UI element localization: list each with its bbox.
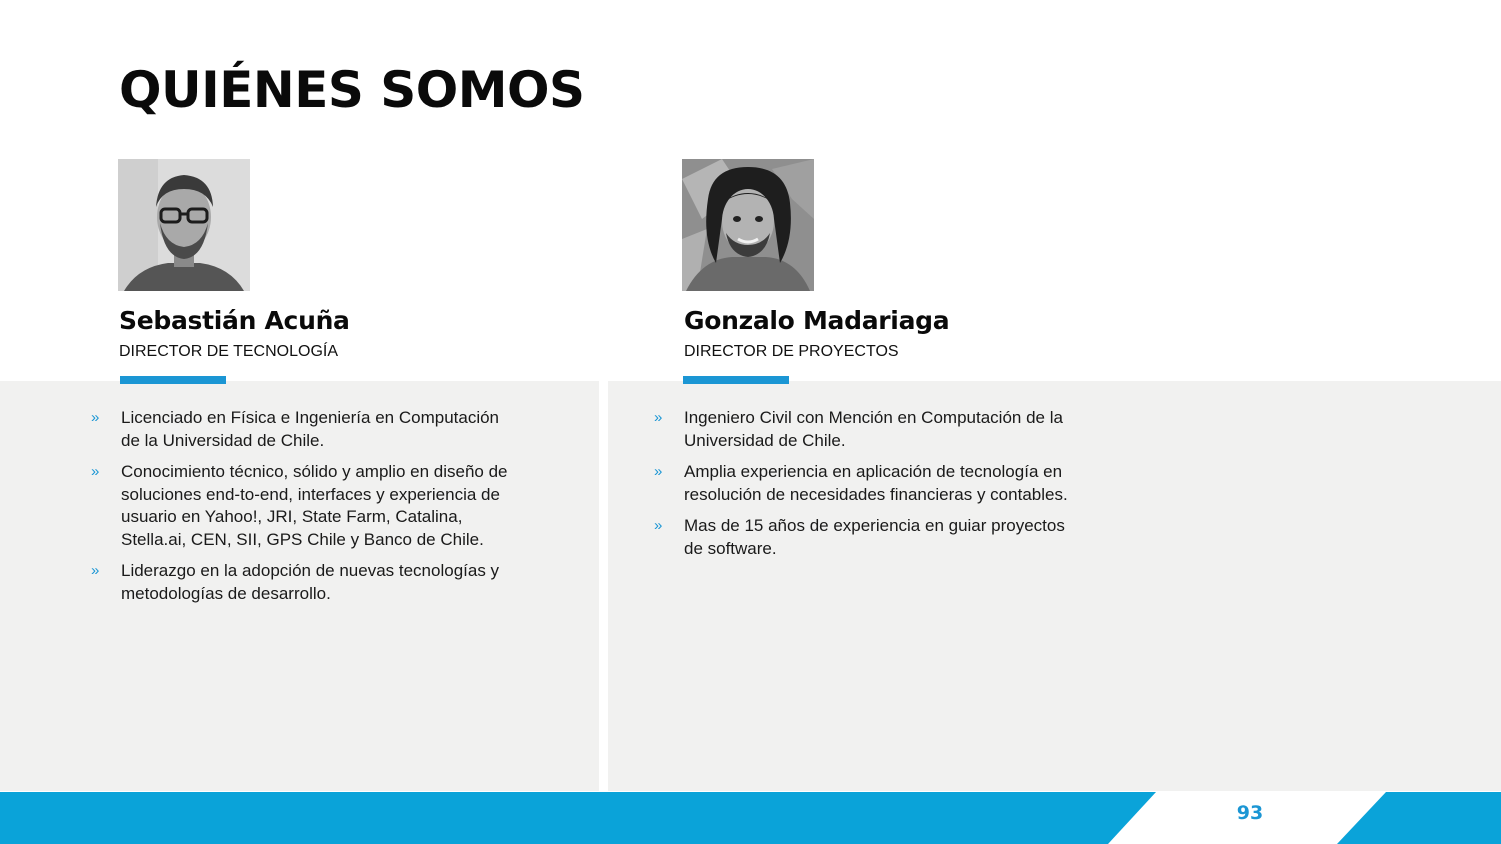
person-name: Sebastián Acuña [119, 306, 350, 335]
bullet-list [654, 407, 1074, 569]
bullet-text: Mas de 15 años de experiencia en guiar proyectos de software. [684, 516, 1065, 558]
accent-underline [683, 376, 789, 384]
list-item [654, 515, 1074, 560]
bullet-marker-icon: » [91, 562, 100, 579]
portrait-photo [682, 159, 814, 291]
list-item [91, 407, 511, 452]
list-item [91, 560, 511, 605]
bullet-marker-icon: » [91, 463, 100, 480]
bullet-list [91, 407, 511, 614]
bullet-marker-icon: » [91, 409, 100, 426]
bullet-marker-icon: » [654, 409, 663, 426]
person-role: DIRECTOR DE TECNOLOGÍA [119, 343, 338, 360]
list-item [654, 407, 1074, 452]
page-title: QUIÉNES SOMOS [119, 61, 585, 119]
bullet-text: Liderazgo en la adopción de nuevas tecnologías y metodologías de desarrollo. [121, 561, 500, 603]
person-role: DIRECTOR DE PROYECTOS [684, 343, 899, 360]
list-item [91, 461, 511, 551]
page-number: 93 [1236, 802, 1264, 824]
bullet-text: Ingeniero Civil con Mención en Computación de la Universidad de Chile. [684, 408, 1063, 450]
accent-underline [120, 376, 226, 384]
bullet-text: Licenciado en Física e Ingeniería en Computación de la Universidad de Chile. [121, 408, 500, 450]
list-item [654, 461, 1074, 506]
person-name: Gonzalo Madariaga [684, 306, 950, 335]
bullet-marker-icon: » [654, 463, 663, 480]
bullet-marker-icon: » [654, 517, 663, 534]
portrait-photo [118, 159, 250, 291]
bullet-text: Amplia experiencia en aplicación de tecnología en resolución de necesidades financieras y contables. [684, 462, 1068, 504]
bullet-text: Conocimiento técnico, sólido y amplio en diseño de soluciones end-to-end, interfaces y experiencia de usuario en Yahoo!, JRI, State Farm, Catalina, Stella.ai, CEN, SII, GPS Chile y Banco de Chile. [121, 462, 508, 549]
